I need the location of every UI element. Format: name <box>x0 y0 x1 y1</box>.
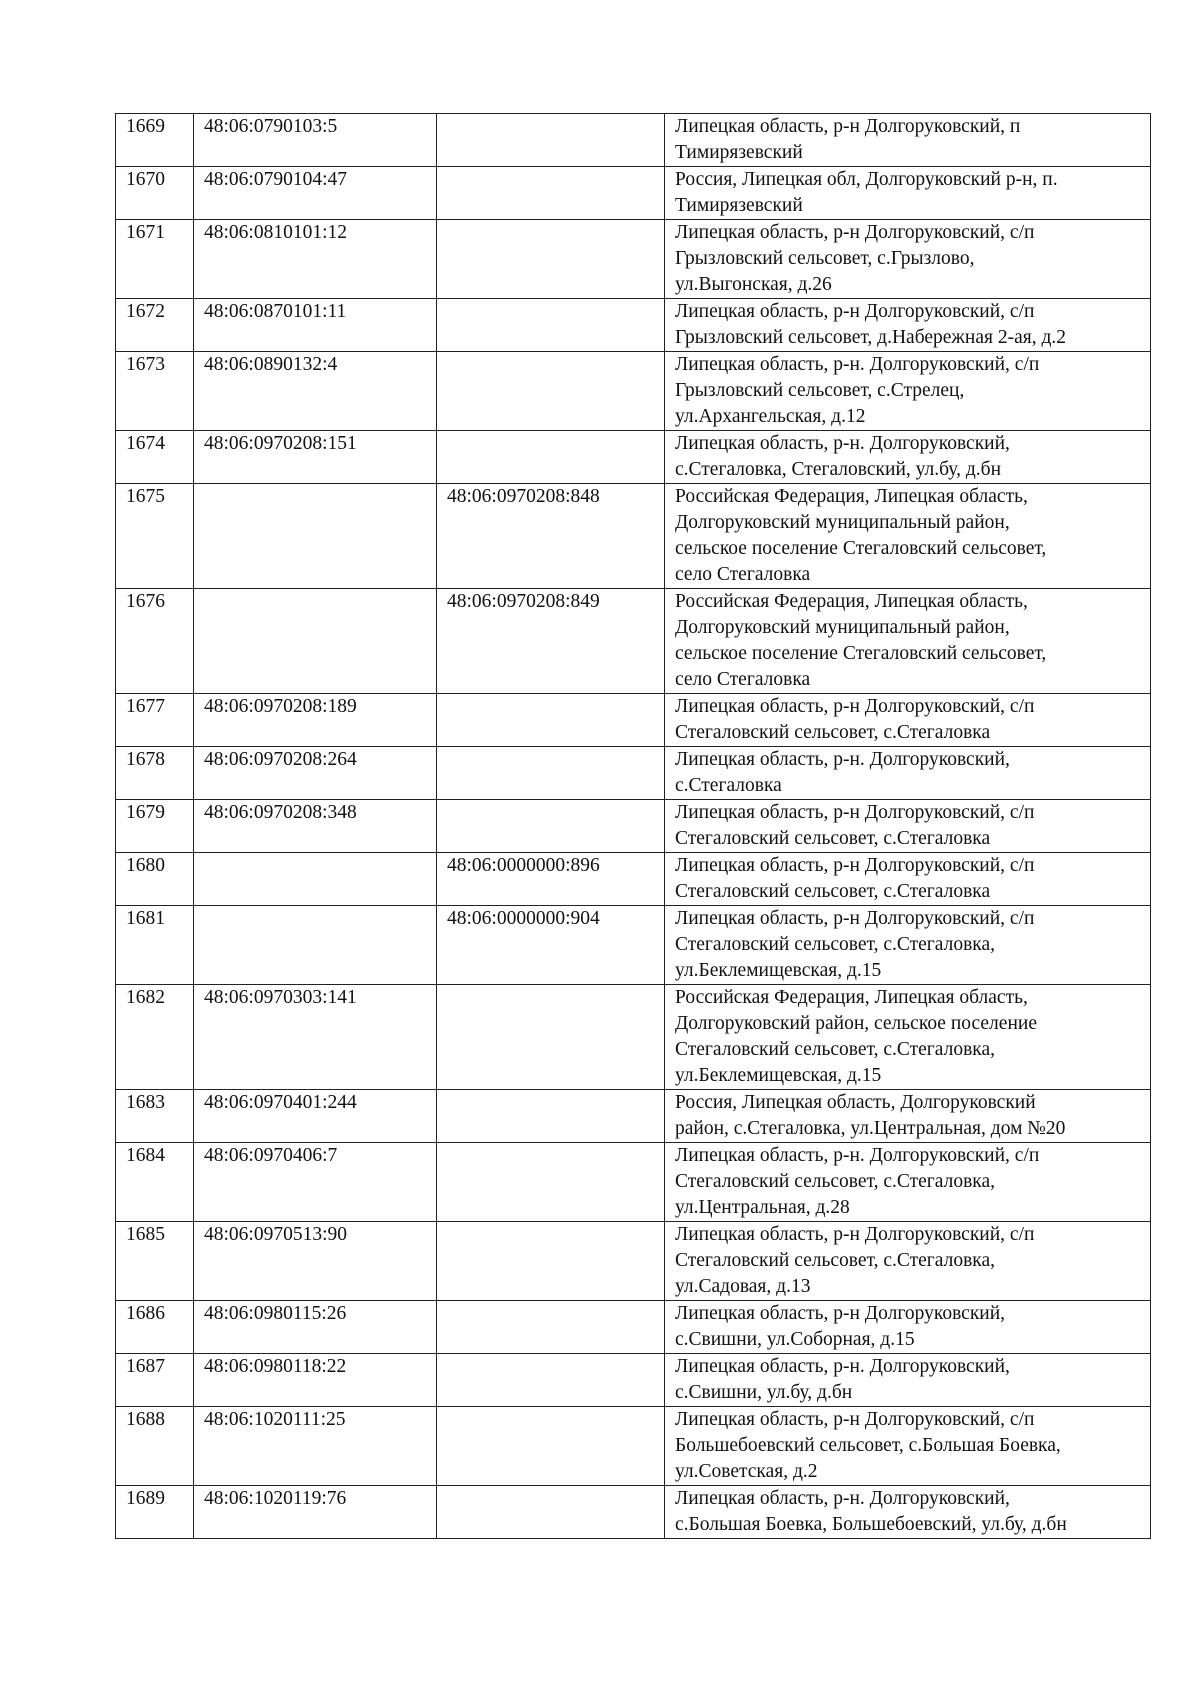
registry-table <box>115 113 1151 1539</box>
table-row <box>116 853 1151 906</box>
address-cell: Российская Федерация, Липецкая область, Долгоруковский муниципальный район, сельское поселение Стегаловский сельсовет, село Стегаловка <box>665 589 1151 694</box>
row-number-cell: 1673 <box>116 352 194 431</box>
address-cell: Россия, Липецкая область, Долгоруковский район, с.Стегаловка, ул.Центральная, дом №20 <box>665 1090 1151 1143</box>
row-number-cell: 1689 <box>116 1486 194 1539</box>
address-cell: Липецкая область, р-н Долгоруковский, с/п Большебоевский сельсовет, с.Большая Боевка, ул.Советская, д.2 <box>665 1407 1151 1486</box>
table-row <box>116 589 1151 694</box>
address-cell: Российская Федерация, Липецкая область, Долгоруковский муниципальный район, сельское поселение Стегаловский сельсовет, село Стегаловка <box>665 484 1151 589</box>
row-number-cell: 1669 <box>116 114 194 167</box>
address-cell: Липецкая область, р-н. Долгоруковский, с.Стегаловка, Стегаловский, ул.бу, д.бн <box>665 431 1151 484</box>
cadastral-number-cell: 48:06:0970513:90 <box>194 1222 437 1301</box>
registry-table-body <box>116 114 1151 1539</box>
second-cadastral-number-cell <box>437 1222 665 1301</box>
cadastral-number-cell: 48:06:0970208:264 <box>194 747 437 800</box>
cadastral-number-cell: 48:06:0970401:244 <box>194 1090 437 1143</box>
table-row <box>116 800 1151 853</box>
address-cell: Липецкая область, р-н Долгоруковский, с/п Стегаловский сельсовет, с.Стегаловка <box>665 853 1151 906</box>
table-row <box>116 1301 1151 1354</box>
cadastral-number-cell: 48:06:0970303:141 <box>194 985 437 1090</box>
address-cell: Липецкая область, р-н Долгоруковский, с/п Стегаловский сельсовет, с.Стегаловка <box>665 694 1151 747</box>
second-cadastral-number-cell <box>437 352 665 431</box>
row-number-cell: 1676 <box>116 589 194 694</box>
second-cadastral-number-cell <box>437 985 665 1090</box>
row-number-cell: 1679 <box>116 800 194 853</box>
row-number-cell: 1680 <box>116 853 194 906</box>
row-number-cell: 1681 <box>116 906 194 985</box>
second-cadastral-number-cell: 48:06:0000000:896 <box>437 853 665 906</box>
table-row <box>116 114 1151 167</box>
address-cell: Липецкая область, р-н. Долгоруковский, с.Большая Боевка, Большебоевский, ул.бу, д.бн <box>665 1486 1151 1539</box>
cadastral-number-cell: 48:06:0790103:5 <box>194 114 437 167</box>
second-cadastral-number-cell <box>437 114 665 167</box>
row-number-cell: 1682 <box>116 985 194 1090</box>
cadastral-number-cell: 48:06:0890132:4 <box>194 352 437 431</box>
cadastral-number-cell: 48:06:0810101:12 <box>194 220 437 299</box>
table-row <box>116 1354 1151 1407</box>
second-cadastral-number-cell <box>437 1354 665 1407</box>
row-number-cell: 1684 <box>116 1143 194 1222</box>
cadastral-number-cell: 48:06:0970208:348 <box>194 800 437 853</box>
table-row <box>116 1090 1151 1143</box>
cadastral-number-cell: 48:06:0980115:26 <box>194 1301 437 1354</box>
second-cadastral-number-cell <box>437 1407 665 1486</box>
cadastral-number-cell <box>194 484 437 589</box>
address-cell: Россия, Липецкая обл, Долгоруковский р-н, п. Тимирязевский <box>665 167 1151 220</box>
second-cadastral-number-cell <box>437 800 665 853</box>
cadastral-number-cell <box>194 853 437 906</box>
row-number-cell: 1687 <box>116 1354 194 1407</box>
row-number-cell: 1688 <box>116 1407 194 1486</box>
cadastral-number-cell: 48:06:0790104:47 <box>194 167 437 220</box>
row-number-cell: 1677 <box>116 694 194 747</box>
row-number-cell: 1685 <box>116 1222 194 1301</box>
address-cell: Липецкая область, р-н Долгоруковский, с/п Стегаловский сельсовет, с.Стегаловка <box>665 800 1151 853</box>
cadastral-number-cell: 48:06:0970208:189 <box>194 694 437 747</box>
cadastral-number-cell: 48:06:0870101:11 <box>194 299 437 352</box>
table-row <box>116 985 1151 1090</box>
row-number-cell: 1671 <box>116 220 194 299</box>
second-cadastral-number-cell <box>437 694 665 747</box>
table-row <box>116 352 1151 431</box>
table-row <box>116 1222 1151 1301</box>
address-cell: Липецкая область, р-н Долгоруковский, с/п Стегаловский сельсовет, с.Стегаловка, ул.Беклемищевская, д.15 <box>665 906 1151 985</box>
second-cadastral-number-cell <box>437 1143 665 1222</box>
table-row <box>116 694 1151 747</box>
second-cadastral-number-cell <box>437 299 665 352</box>
row-number-cell: 1683 <box>116 1090 194 1143</box>
second-cadastral-number-cell <box>437 167 665 220</box>
cadastral-number-cell: 48:06:0970208:151 <box>194 431 437 484</box>
address-cell: Липецкая область, р-н Долгоруковский, п Тимирязевский <box>665 114 1151 167</box>
table-row <box>116 220 1151 299</box>
row-number-cell: 1686 <box>116 1301 194 1354</box>
second-cadastral-number-cell: 48:06:0970208:848 <box>437 484 665 589</box>
address-cell: Липецкая область, р-н. Долгоруковский, с/п Стегаловский сельсовет, с.Стегаловка, ул.Центральная, д.28 <box>665 1143 1151 1222</box>
row-number-cell: 1678 <box>116 747 194 800</box>
row-number-cell: 1674 <box>116 431 194 484</box>
second-cadastral-number-cell <box>437 1486 665 1539</box>
address-cell: Липецкая область, р-н. Долгоруковский, с.Стегаловка <box>665 747 1151 800</box>
cadastral-number-cell: 48:06:0970406:7 <box>194 1143 437 1222</box>
row-number-cell: 1675 <box>116 484 194 589</box>
address-cell: Липецкая область, р-н Долгоруковский, с/п Стегаловский сельсовет, с.Стегаловка, ул.Садовая, д.13 <box>665 1222 1151 1301</box>
second-cadastral-number-cell <box>437 747 665 800</box>
cadastral-number-cell <box>194 906 437 985</box>
table-row <box>116 431 1151 484</box>
address-cell: Липецкая область, р-н. Долгоруковский, с/п Грызловский сельсовет, с.Стрелец, ул.Архангельская, д.12 <box>665 352 1151 431</box>
table-row <box>116 1143 1151 1222</box>
row-number-cell: 1670 <box>116 167 194 220</box>
cadastral-number-cell: 48:06:0980118:22 <box>194 1354 437 1407</box>
row-number-cell: 1672 <box>116 299 194 352</box>
second-cadastral-number-cell <box>437 220 665 299</box>
second-cadastral-number-cell <box>437 1090 665 1143</box>
second-cadastral-number-cell: 48:06:0970208:849 <box>437 589 665 694</box>
table-row <box>116 1407 1151 1486</box>
table-row <box>116 484 1151 589</box>
address-cell: Липецкая область, р-н. Долгоруковский, с.Свишни, ул.бу, д.бн <box>665 1354 1151 1407</box>
address-cell: Липецкая область, р-н Долгоруковский, с/п Грызловский сельсовет, с.Грызлово, ул.Выгонская, д.26 <box>665 220 1151 299</box>
table-row <box>116 906 1151 985</box>
table-row <box>116 747 1151 800</box>
cadastral-number-cell <box>194 589 437 694</box>
second-cadastral-number-cell: 48:06:0000000:904 <box>437 906 665 985</box>
second-cadastral-number-cell <box>437 1301 665 1354</box>
cadastral-number-cell: 48:06:1020119:76 <box>194 1486 437 1539</box>
cadastral-number-cell: 48:06:1020111:25 <box>194 1407 437 1486</box>
address-cell: Липецкая область, р-н Долгоруковский, с/п Грызловский сельсовет, д.Набережная 2-ая, д.2 <box>665 299 1151 352</box>
table-row <box>116 167 1151 220</box>
address-cell: Российская Федерация, Липецкая область, Долгоруковский район, сельское поселение Стегаловский сельсовет, с.Стегаловка, ул.Беклемищевская, д.15 <box>665 985 1151 1090</box>
table-row <box>116 1486 1151 1539</box>
second-cadastral-number-cell <box>437 431 665 484</box>
table-row <box>116 299 1151 352</box>
address-cell: Липецкая область, р-н Долгоруковский, с.Свишни, ул.Соборная, д.15 <box>665 1301 1151 1354</box>
